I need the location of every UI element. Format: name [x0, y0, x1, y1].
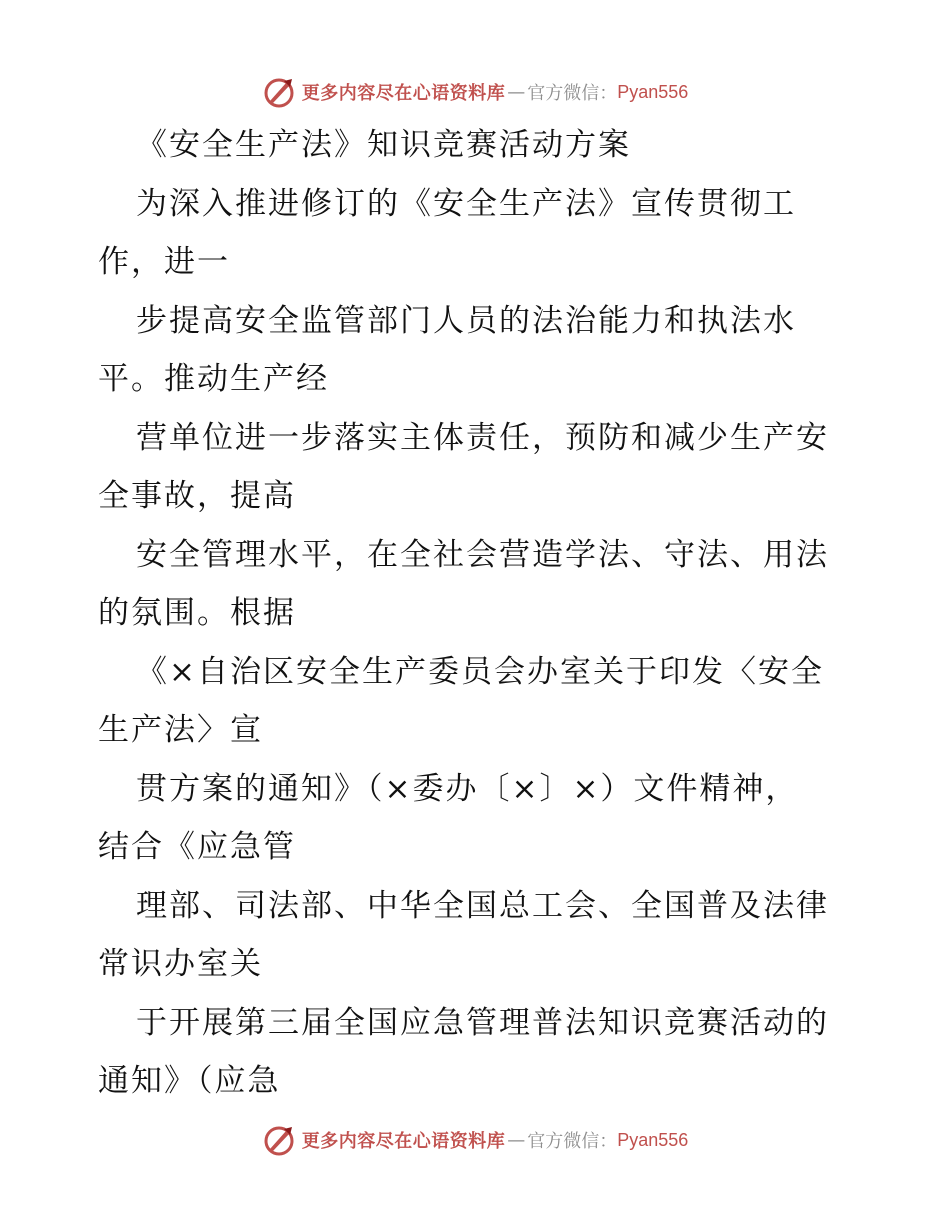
watermark-separator: —	[507, 81, 526, 103]
paragraph-line: 通知》（应急	[98, 1063, 281, 1099]
paragraph-line: 营单位进一步落实主体责任，预防和减少生产安	[136, 419, 829, 456]
paragraph-line: 《安全生产法》知识竞赛活动方案	[136, 127, 631, 163]
document-body	[98, 116, 858, 1111]
watermark-title: 更多内容尽在心语资料库	[301, 83, 506, 104]
watermark-title: 更多内容尽在心语资料库	[301, 1131, 506, 1152]
paragraph-line: 生产法〉宣	[98, 712, 263, 748]
paragraph-line: 作，进一	[98, 244, 230, 280]
paragraph-line: 于开展第三届全国应急管理普法知识竞赛活动的	[136, 1004, 829, 1041]
paragraph-line: 安全管理水平，在全社会营造学法、守法、用法	[136, 536, 829, 573]
watermark-separator: —	[507, 1129, 526, 1151]
quill-pen-logo-icon	[262, 1123, 296, 1157]
watermark-wechat-id: Pyan556	[617, 1129, 689, 1150]
footer-watermark	[0, 1120, 950, 1160]
quill-pen-logo-icon	[262, 75, 296, 109]
watermark-wechat-id: Pyan556	[617, 81, 689, 102]
header-watermark	[0, 72, 950, 112]
watermark-wechat-label: 官方微信：	[527, 83, 618, 104]
paragraph-line: 的氛围。根据	[98, 595, 296, 631]
paragraph-line: 结合《应急管	[98, 829, 296, 865]
paragraph-line: 理部、司法部、中华全国总工会、全国普及法律	[136, 887, 829, 924]
paragraph-line: 平。推动生产经	[98, 361, 329, 397]
paragraph-line: 贯方案的通知》（×委办〔×〕×）文件精神，	[136, 770, 799, 807]
watermark-wechat-label: 官方微信：	[527, 1131, 618, 1152]
paragraph-line: 《×自治区安全生产委员会办室关于印发〈安全	[136, 653, 824, 690]
paragraph-line: 全事故，提高	[98, 478, 296, 514]
paragraph-line: 为深入推进修订的《安全生产法》宣传贯彻工	[136, 185, 796, 222]
paragraph-line: 常识办室关	[98, 946, 263, 982]
paragraph-line: 步提高安全监管部门人员的法治能力和执法水	[136, 302, 796, 339]
